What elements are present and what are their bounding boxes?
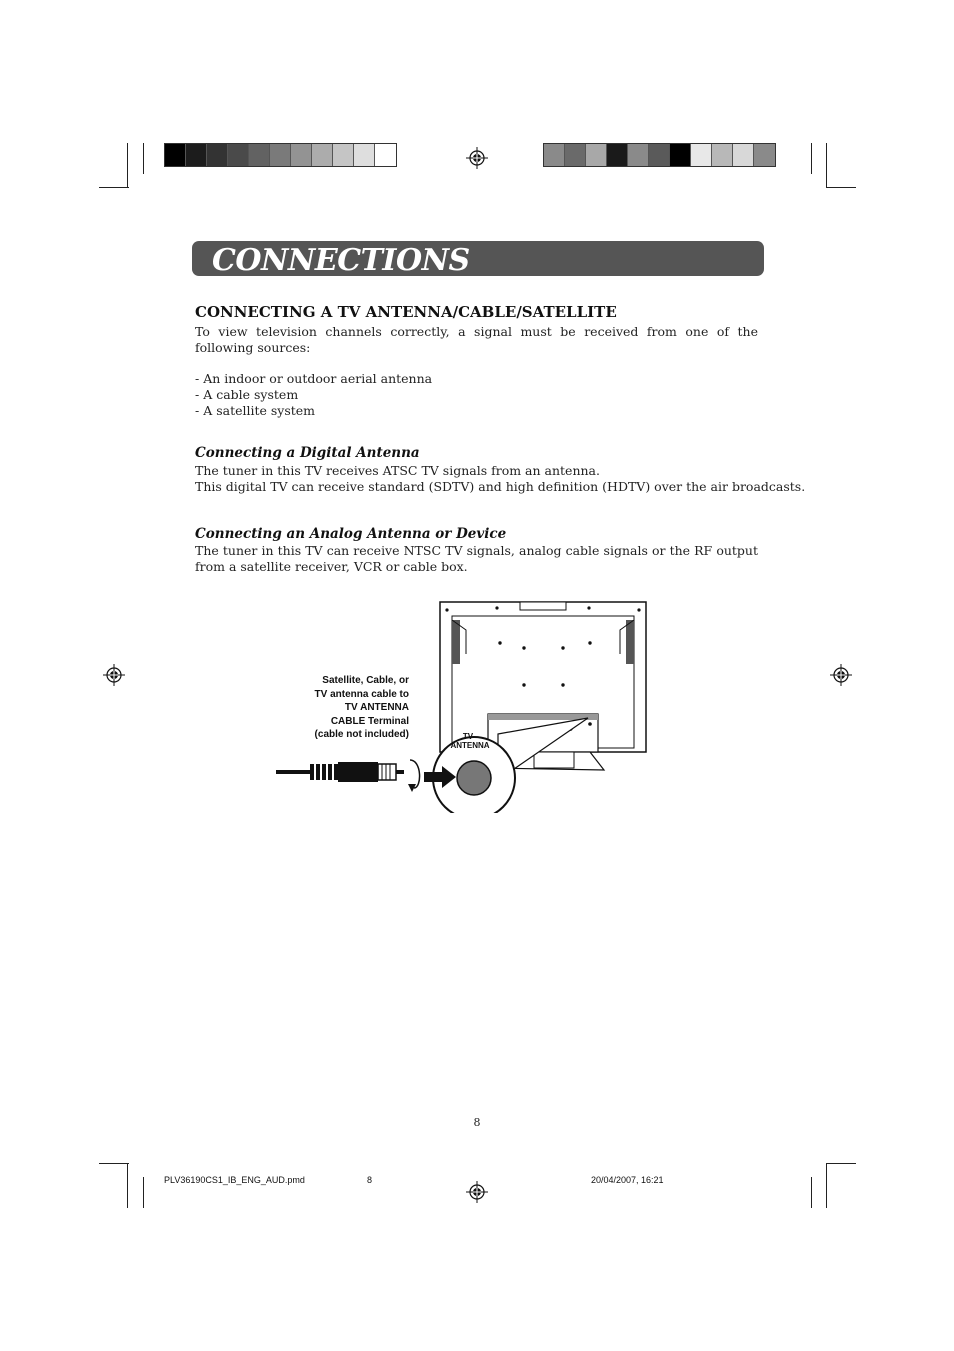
color-swatch <box>228 144 249 166</box>
crop-mark <box>826 143 827 188</box>
digital-antenna-heading: Connecting a Digital Antenna <box>195 445 420 461</box>
color-swatch <box>649 144 670 166</box>
color-swatch <box>586 144 607 166</box>
section-heading: CONNECTING A TV ANTENNA/CABLE/SATELLITE <box>195 303 617 321</box>
analog-antenna-heading: Connecting an Analog Antenna or Device <box>195 526 507 542</box>
intro-paragraph: To view television channels correctly, a signal must be received from one of the following sources: <box>195 324 758 355</box>
color-swatch <box>249 144 270 166</box>
callout-line: CABLE Terminal <box>330 715 409 727</box>
callout-line: TV antenna cable to <box>314 688 409 700</box>
color-swatch <box>607 144 628 166</box>
color-bar-left <box>164 143 397 167</box>
color-swatch <box>754 144 775 166</box>
jack-label: TV <box>462 732 474 741</box>
registration-mark-icon <box>466 147 488 169</box>
registration-mark-icon <box>466 1181 488 1203</box>
crop-mark <box>99 1163 129 1164</box>
digital-line-2: This digital TV can receive standard (SDTV) and high definition (HDTV) over the air broadcasts. <box>195 479 806 494</box>
color-swatch <box>186 144 207 166</box>
color-swatch <box>691 144 712 166</box>
footer-date: 20/04/2007, 16:21 <box>591 1175 664 1185</box>
color-swatch <box>375 144 396 166</box>
crop-mark <box>99 187 129 188</box>
color-swatch <box>207 144 228 166</box>
crop-mark <box>143 1177 144 1208</box>
jack-label: ANTENNA <box>450 741 490 750</box>
color-swatch <box>733 144 754 166</box>
crop-mark <box>826 187 856 188</box>
crop-mark <box>811 143 812 174</box>
footer-page: 8 <box>367 1175 373 1185</box>
antenna-jack-icon <box>457 761 491 795</box>
page-number: 8 <box>473 1116 481 1129</box>
list-item: - A satellite system <box>195 403 316 418</box>
tv-rear-diagram <box>270 598 650 813</box>
color-swatch <box>165 144 186 166</box>
color-swatch <box>333 144 354 166</box>
source-list <box>195 371 432 419</box>
color-swatch <box>354 144 375 166</box>
registration-mark-icon <box>103 664 125 686</box>
callout-line: TV ANTENNA <box>344 702 409 713</box>
color-swatch <box>312 144 333 166</box>
color-swatch <box>565 144 586 166</box>
side-vent <box>452 620 460 664</box>
color-swatch <box>670 144 691 166</box>
crop-mark <box>127 1163 128 1208</box>
callout-line: Satellite, Cable, or <box>322 675 409 686</box>
footer-filename: PLV36190CS1_IB_ENG_AUD.pmd <box>164 1175 305 1185</box>
crop-mark <box>143 143 144 174</box>
color-swatch <box>270 144 291 166</box>
list-item: - An indoor or outdoor aerial antenna <box>195 371 433 386</box>
color-swatch <box>544 144 565 166</box>
rotate-arrow-icon <box>410 760 420 788</box>
crop-mark <box>127 143 128 188</box>
color-swatch <box>291 144 312 166</box>
crop-mark <box>826 1163 856 1164</box>
registration-mark-icon <box>830 664 852 686</box>
page-title: CONNECTIONS <box>212 243 470 278</box>
section-banner <box>192 241 764 276</box>
analog-paragraph: The tuner in this TV can receive NTSC TV signals, analog cable signals or the RF output from a satellite receiver, VCR or cable box. <box>195 543 758 574</box>
digital-line-1: The tuner in this TV receives ATSC TV signals from an antenna. <box>195 463 600 478</box>
color-bar-right <box>543 143 776 167</box>
color-swatch <box>628 144 649 166</box>
color-swatch <box>712 144 733 166</box>
crop-mark <box>826 1163 827 1208</box>
crop-mark <box>811 1177 812 1208</box>
list-item: - A cable system <box>195 387 299 402</box>
side-vent <box>626 620 634 664</box>
callout-line: (cable not included) <box>314 729 409 740</box>
